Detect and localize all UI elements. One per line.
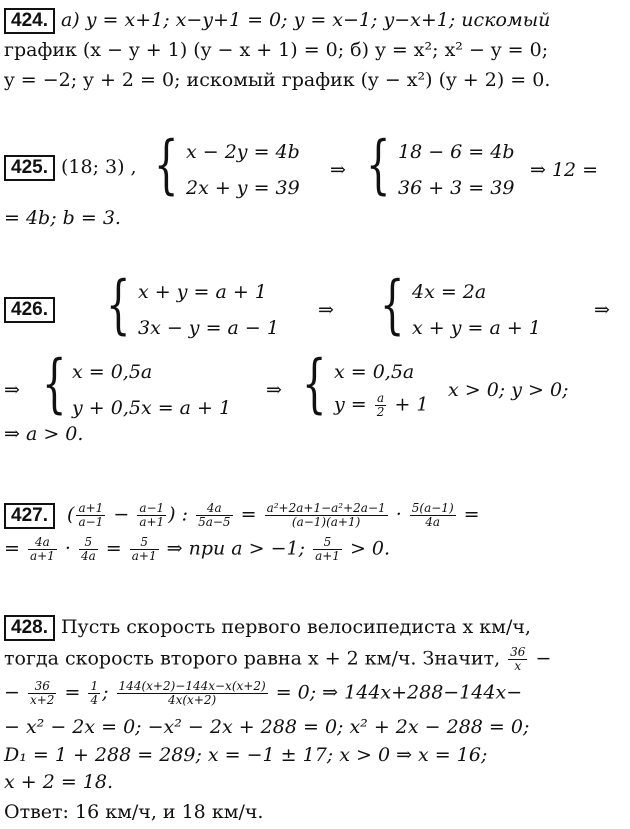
system-425-1-eq-1: x − 2y = 4b [186,141,300,163]
implies-arrow: ⇒ [4,379,20,401]
problem-number-426: 426. [4,297,55,323]
problem-425-header [4,155,137,181]
system-425-2-eq-1: 18 − 6 = 4b [398,141,515,163]
problem-425-line-2: = 4b; b = 3. [4,207,121,229]
problem-number-425: 425. [4,155,55,181]
problem-number-427: 427. [4,503,55,529]
problem-428-line-5: D₁ = 1 + 288 = 289; x = −1 ± 17; x > 0 ⇒ x = 16; [4,744,488,766]
problem-428-line-3: − $\frac{36}{x+2}$ = $\frac{1}{4}$ ; $\frac{144(x+2)-144x-x(x+2)}{4x(x+2)}$ = 0; ⇒ 144x+288−144x− [4,679,523,707]
system-425-1-eq-2: 2x + y = 39 [186,177,300,199]
system-426-2-eq-1: 4x = 2a [412,281,487,303]
system-426-2-eq-2: x + y = a + 1 [412,317,541,339]
brace-icon: { [42,347,67,421]
system-426-1-eq-2: 3x − y = a − 1 [138,317,279,339]
problem-428-answer: Ответ: 16 км/ч, и 18 км/ч. [4,801,264,823]
problem-number-424: 424. [4,8,55,34]
problem-424-text-1: а) y = x+1; x−y+1 = 0; y = x−1; y−x+1; искомый [60,9,551,31]
problem-426-conclusion: ⇒ a > 0. [4,423,84,445]
problem-427-line-2: = $\frac{4a}{a+1}$ · $\frac{5}{4a}$ = $\frac{5}{a+1}$ ⇒ при a > −1; $\frac{5}{a+1}$ > 0. [4,535,391,563]
implies-arrow: ⇒ [266,379,282,401]
problem-number-428: 428. [4,615,55,641]
implies-arrow: ⇒ [318,299,334,321]
system-425-2-eq-2: 36 + 3 = 39 [398,177,515,199]
problem-428-line-1: 428. Пусть скорость первого велосипедиста x км/ч, [4,615,531,641]
system-426-3-eq-2: y + 0,5x = a + 1 [72,397,232,419]
system-426-4-eq-1: x = 0,5a [334,361,415,383]
problem-424-line-3: y = −2; y + 2 = 0; искомый график (y − x²) (y + 2) = 0. [4,69,551,91]
problem-428-line-6: x + 2 = 18. [4,771,114,793]
problem-426-condition: x > 0; y > 0; [448,379,569,401]
problem-424-line-2: график (x − y + 1) (y − x + 1) = 0; б) y = x²; x² − y = 0; [4,39,549,61]
brace-icon: { [380,268,405,342]
problem-425-point: (18; 3) , [60,156,137,178]
implies-arrow: ⇒ [594,299,610,321]
system-426-4-eq-2: y = $\frac{a}{2}$ + 1 [334,391,429,419]
problem-425-tail: ⇒ 12 = [530,159,599,181]
problem-428-line-2: тогда скорость второго равна x + 2 км/ч. Значит, $\frac{36}{x}$ − [4,645,552,673]
brace-icon: { [302,347,327,421]
problem-427-line-1: 427. ( $\frac{a+1}{a-1}$ − $\frac{a-1}{a+1}$ ) : $\frac{4a}{5a-5}$ = $\frac{\text{a²+2a+1−a²+2a−1}}{(a-1)(a+1)}$ · $\frac{5(a-1)}{4a}$ = [4,502,480,529]
problem-428-line-4: − x² − 2x = 0; −x² − 2x + 288 = 0; x² + 2x − 288 = 0; [4,716,530,738]
brace-icon: { [366,128,391,202]
system-426-1-eq-1: x + y = a + 1 [138,281,267,303]
system-426-3-eq-1: x = 0,5a [72,361,153,383]
brace-icon: { [106,268,131,342]
implies-arrow: ⇒ [330,159,346,181]
brace-icon: { [154,128,179,202]
problem-426-header [4,297,61,323]
problem-424-line-1 [4,8,550,34]
